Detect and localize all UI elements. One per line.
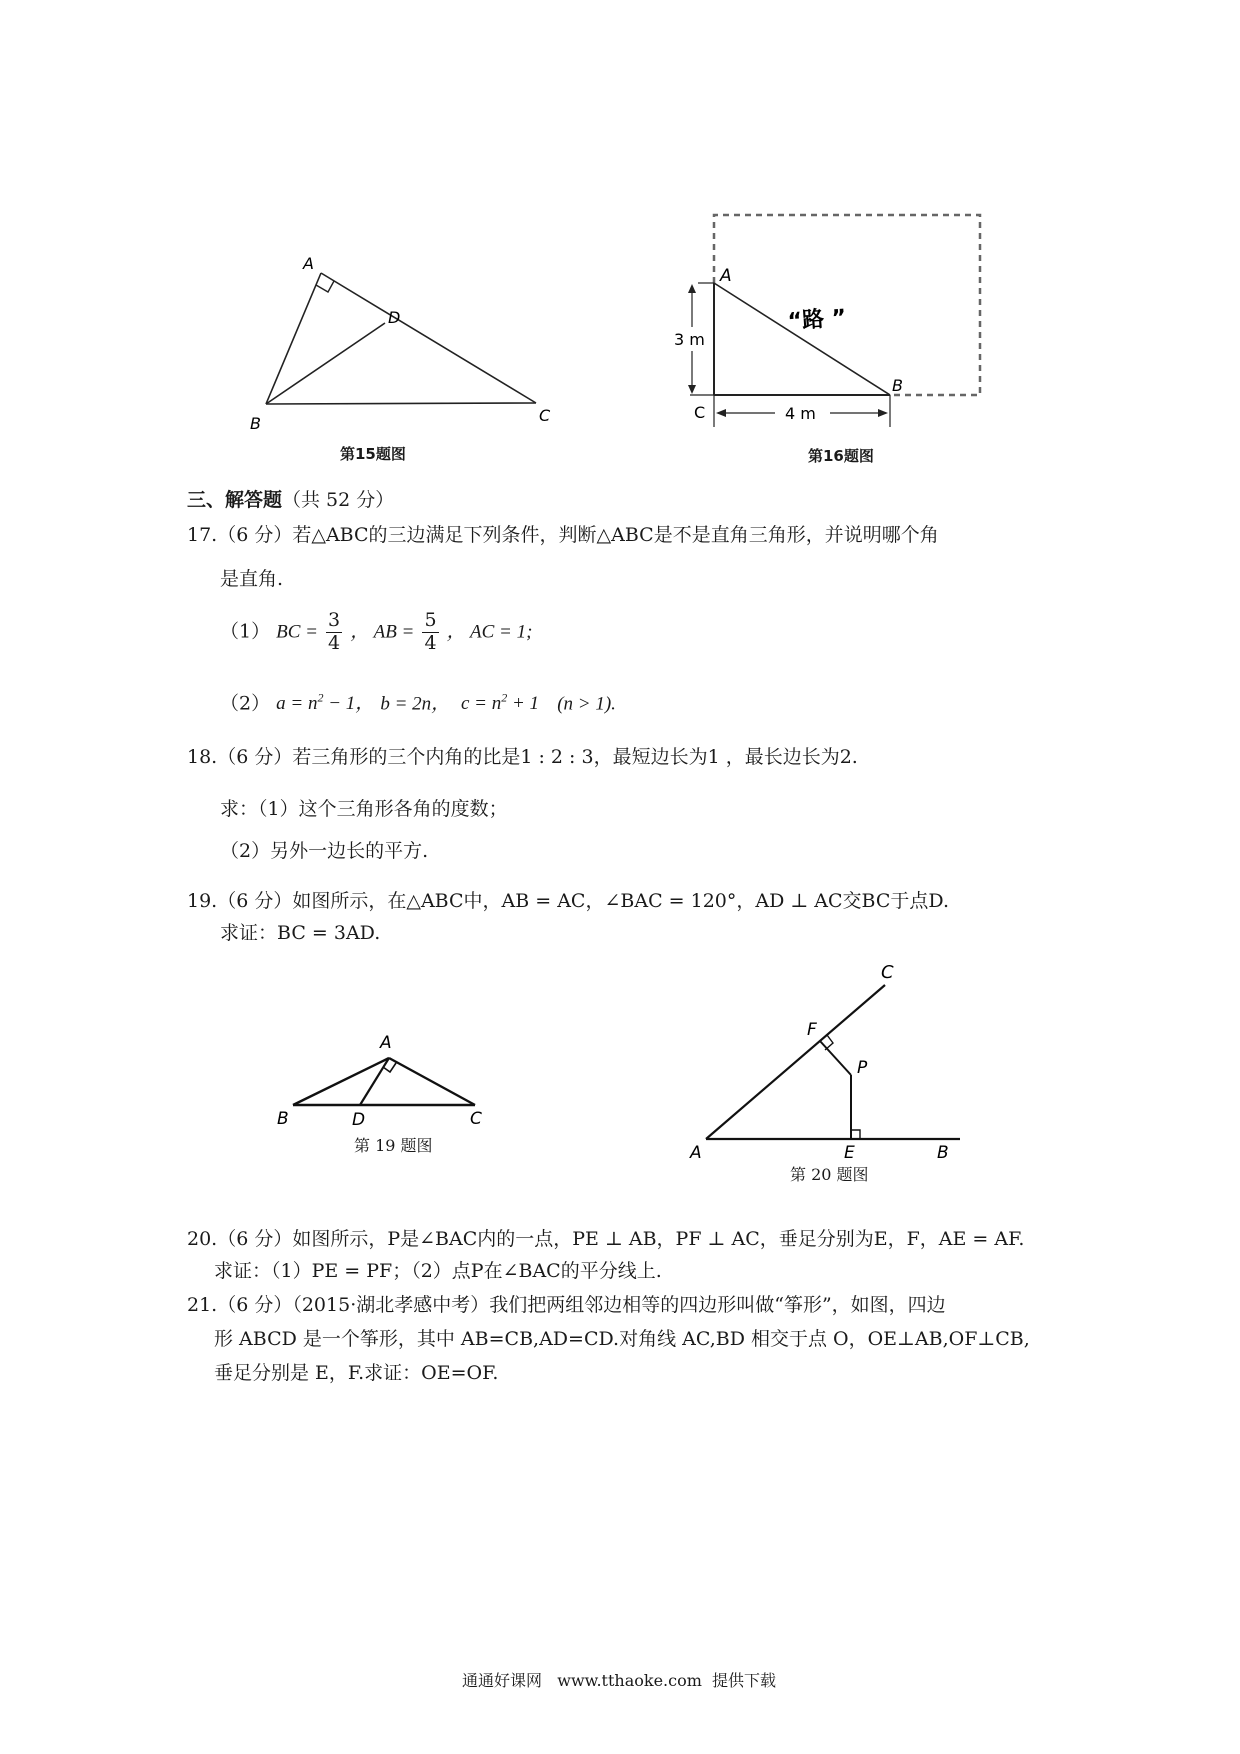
- q20-line1: 20.（6 分）如图所示，P是∠BAC内的一点，PE ⊥ AB，PF ⊥ AC，垂足分别为E，F，AE = AF.: [187, 1228, 1025, 1250]
- figure-15: [230, 255, 570, 440]
- fig19-caption: 第 19 题图: [354, 1136, 433, 1155]
- fig15-label-a: A: [303, 255, 314, 273]
- section-header: [187, 487, 394, 514]
- page-footer: 通通好课网 www.tthaoke.com 提供下载: [462, 1671, 777, 1690]
- figure-16: [660, 205, 990, 440]
- q17-p2-a: $a = n^2 - 1$，: [276, 691, 375, 715]
- q19-line2: 求证：BC = 3AD.: [220, 922, 381, 944]
- figure-20: [680, 955, 970, 1170]
- fig16-width-label: 4 m: [785, 404, 816, 423]
- fig20-caption: 第 20 题图: [790, 1165, 869, 1184]
- q17-p1-ab: ， AB =: [350, 621, 415, 643]
- q18-line1: 18.（6 分）若三角形的三个内角的比是1 : 2 : 3，最短边长为1 ，最长边长为2.: [187, 746, 858, 768]
- q21-line3: 垂足分别是 E，F.求证：OE=OF.: [214, 1362, 499, 1384]
- q17-line1: 17.（6 分）若△ABC的三边满足下列条件，判断△ABC是不是直角三角形，并说明哪个角: [187, 524, 939, 546]
- q17-part1: [220, 610, 532, 655]
- q21-line2: 形 ABCD 是一个筝形，其中 AB=CB,AD=CD.对角线 AC,BD 相交于点 O，OE⊥AB,OF⊥CB,: [214, 1328, 1030, 1350]
- fig16-label-b: B: [892, 376, 903, 395]
- fig20-label-f: F: [807, 1020, 817, 1040]
- figure-19: [275, 1025, 500, 1125]
- fig16-caption: 第16题图: [808, 447, 874, 465]
- section-title: 三、解答题: [187, 489, 283, 511]
- fig20-label-c: C: [881, 962, 894, 983]
- q17-p1-label: （1）: [220, 620, 271, 643]
- fig19-label-c: C: [470, 1109, 482, 1125]
- fig19-label-b: B: [277, 1109, 289, 1125]
- fig19-label-d: D: [352, 1110, 366, 1125]
- fig16-road-label: “路 ”: [786, 305, 848, 335]
- q17-part2: [220, 690, 616, 718]
- q20-line2: 求证：（1）PE = PF；（2）点P在∠BAC的平分线上.: [214, 1260, 662, 1282]
- fig16-label-a: A: [720, 266, 732, 286]
- section-score: （共 52 分）: [282, 489, 395, 511]
- fig20-label-e: E: [844, 1143, 855, 1163]
- fig20-label-p: P: [857, 1058, 868, 1078]
- fig15-caption: 第15题图: [340, 445, 406, 463]
- q21-line1: 21.（6 分）（2015·湖北孝感中考）我们把两组邻边相等的四边形叫做“筝形”，如图，四边: [187, 1294, 946, 1316]
- q17-p2-label: （2）: [220, 692, 271, 715]
- q17-p2-cond: (n > 1).: [557, 693, 616, 715]
- fig15-label-c: C: [539, 406, 551, 425]
- fig16-height-label: 3 m: [674, 330, 705, 349]
- q17-p1-ac: ， AC = 1;: [446, 621, 533, 643]
- fig19-label-a: A: [380, 1033, 392, 1053]
- q17-line2: 是直角.: [220, 568, 284, 590]
- fig16-label-c: C: [694, 403, 706, 422]
- q17-p2-b: b = 2n，: [380, 693, 451, 715]
- q17-p1-frac2: $\frac{5}{4}$: [424, 609, 437, 654]
- fig15-label-d: D: [388, 308, 401, 327]
- fig20-label-a: A: [690, 1143, 702, 1163]
- fig20-label-b: B: [937, 1143, 949, 1163]
- fig15-label-b: B: [250, 414, 261, 433]
- q19-line1: 19.（6 分）如图所示，在△ABC中，AB = AC，∠BAC = 120°，AD ⊥ AC交BC于点D.: [187, 890, 949, 912]
- q17-p1-frac1: $\frac{3}{4}$: [328, 609, 341, 654]
- q17-p2-c: $c = n^2 + 1$: [460, 691, 540, 715]
- q17-p1-bc: BC =: [276, 621, 318, 643]
- q18-ask1: 求：（1）这个三角形各角的度数；: [220, 798, 508, 820]
- q18-ask2: （2）另外一边长的平方.: [220, 840, 429, 862]
